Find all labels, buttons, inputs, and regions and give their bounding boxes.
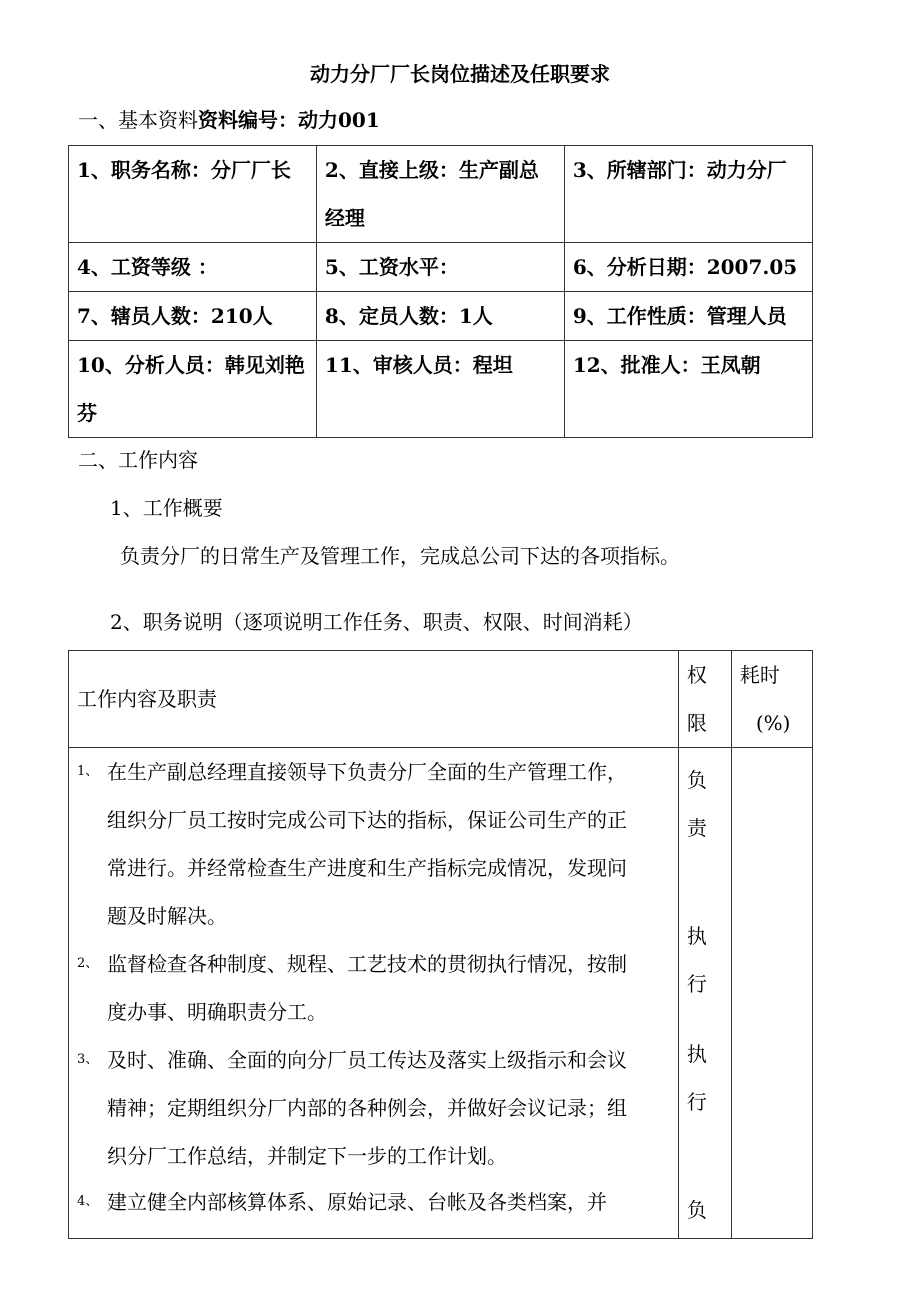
document-code: 资料编号：动力001 <box>198 108 380 132</box>
duties-table <box>68 650 813 1239</box>
header-authority <box>678 651 731 748</box>
header-authority-line2: 限 <box>686 711 707 735</box>
duty-authority: 执行 <box>686 924 707 996</box>
duty-text: 及时、准确、全面的向分厂员工传达及落实上级指示和会议精神；定期组织分厂内部的各种例会，并做好会议记录；组织分厂工作总结，并制定下一步的工作计划。 <box>107 1048 627 1168</box>
reviewer-cell: 11、审核人员：程坦 <box>316 341 564 438</box>
department-cell: 3、所辖部门：动力分厂 <box>564 146 812 243</box>
duty-number: 4、 <box>77 1194 99 1209</box>
duty-text: 建立健全内部核算体系、原始记录、台帐及各类档案，并 <box>107 1190 607 1214</box>
header-authority-line1: 权 <box>686 663 707 687</box>
duty-item <box>77 1178 637 1226</box>
header-time-line1: 耗时 <box>739 663 780 687</box>
analysis-date-cell: 6、分析日期：2007.05 <box>564 243 812 292</box>
duty-text: 监督检查各种制度、规程、工艺技术的贯彻执行情况，按制度办事、明确职责分工。 <box>107 952 627 1024</box>
duty-number: 3、 <box>77 1052 99 1067</box>
duty-authority: 执行 <box>686 1042 707 1114</box>
basic-info-table <box>68 145 813 438</box>
salary-grade-cell: 4、工资等级 ： <box>69 243 317 292</box>
duty-text: 在生产副总经理直接领导下负责分厂全面的生产管理工作，组织分厂员工按时完成公司下达的指标，保证公司生产的正常进行。并经常检查生产进度和生产指标完成情况，发现问题及时解决。 <box>107 760 627 928</box>
section-label: 一、基本资料 <box>78 108 198 132</box>
work-summary-heading: 1、工作概要 <box>110 496 223 520</box>
supervisor-cell: 2、直接上级：生产副总经理 <box>316 146 564 243</box>
section-basic-info-heading <box>78 104 380 133</box>
duties-heading: 2、职务说明（逐项说明工作任务、职责、权限、时间消耗） <box>110 610 643 634</box>
time-cell <box>731 748 812 1239</box>
job-nature-cell: 9、工作性质：管理人员 <box>564 292 812 341</box>
duty-item <box>77 1036 637 1180</box>
duties-content-cell <box>69 748 679 1239</box>
duty-authority: 负 <box>686 1198 707 1222</box>
duty-item <box>77 940 637 1036</box>
authority-cell <box>678 748 731 1239</box>
duty-authority: 负责 <box>686 768 707 840</box>
staff-count-cell: 7、辖员人数：210人 <box>69 292 317 341</box>
duty-number: 1、 <box>77 764 99 779</box>
document-title: 动力分厂厂长岗位描述及任职要求 <box>310 62 610 86</box>
approver-cell: 12、批准人：王凤朝 <box>564 341 812 438</box>
work-summary-text: 负责分厂的日常生产及管理工作，完成总公司下达的各项指标。 <box>120 544 680 568</box>
quota-cell: 8、定员人数：1人 <box>316 292 564 341</box>
duty-item <box>77 748 637 940</box>
section-work-content-heading: 二、工作内容 <box>78 448 198 472</box>
header-content: 工作内容及职责 <box>69 651 679 748</box>
job-title-cell: 1、职务名称：分厂厂长 <box>69 146 317 243</box>
header-time <box>731 651 812 748</box>
analyst-cell: 10、分析人员：韩见刘艳芬 <box>69 341 317 438</box>
header-time-line2: (%) <box>755 711 791 735</box>
duty-number: 2、 <box>77 956 99 971</box>
salary-level-cell: 5、工资水平： <box>316 243 564 292</box>
